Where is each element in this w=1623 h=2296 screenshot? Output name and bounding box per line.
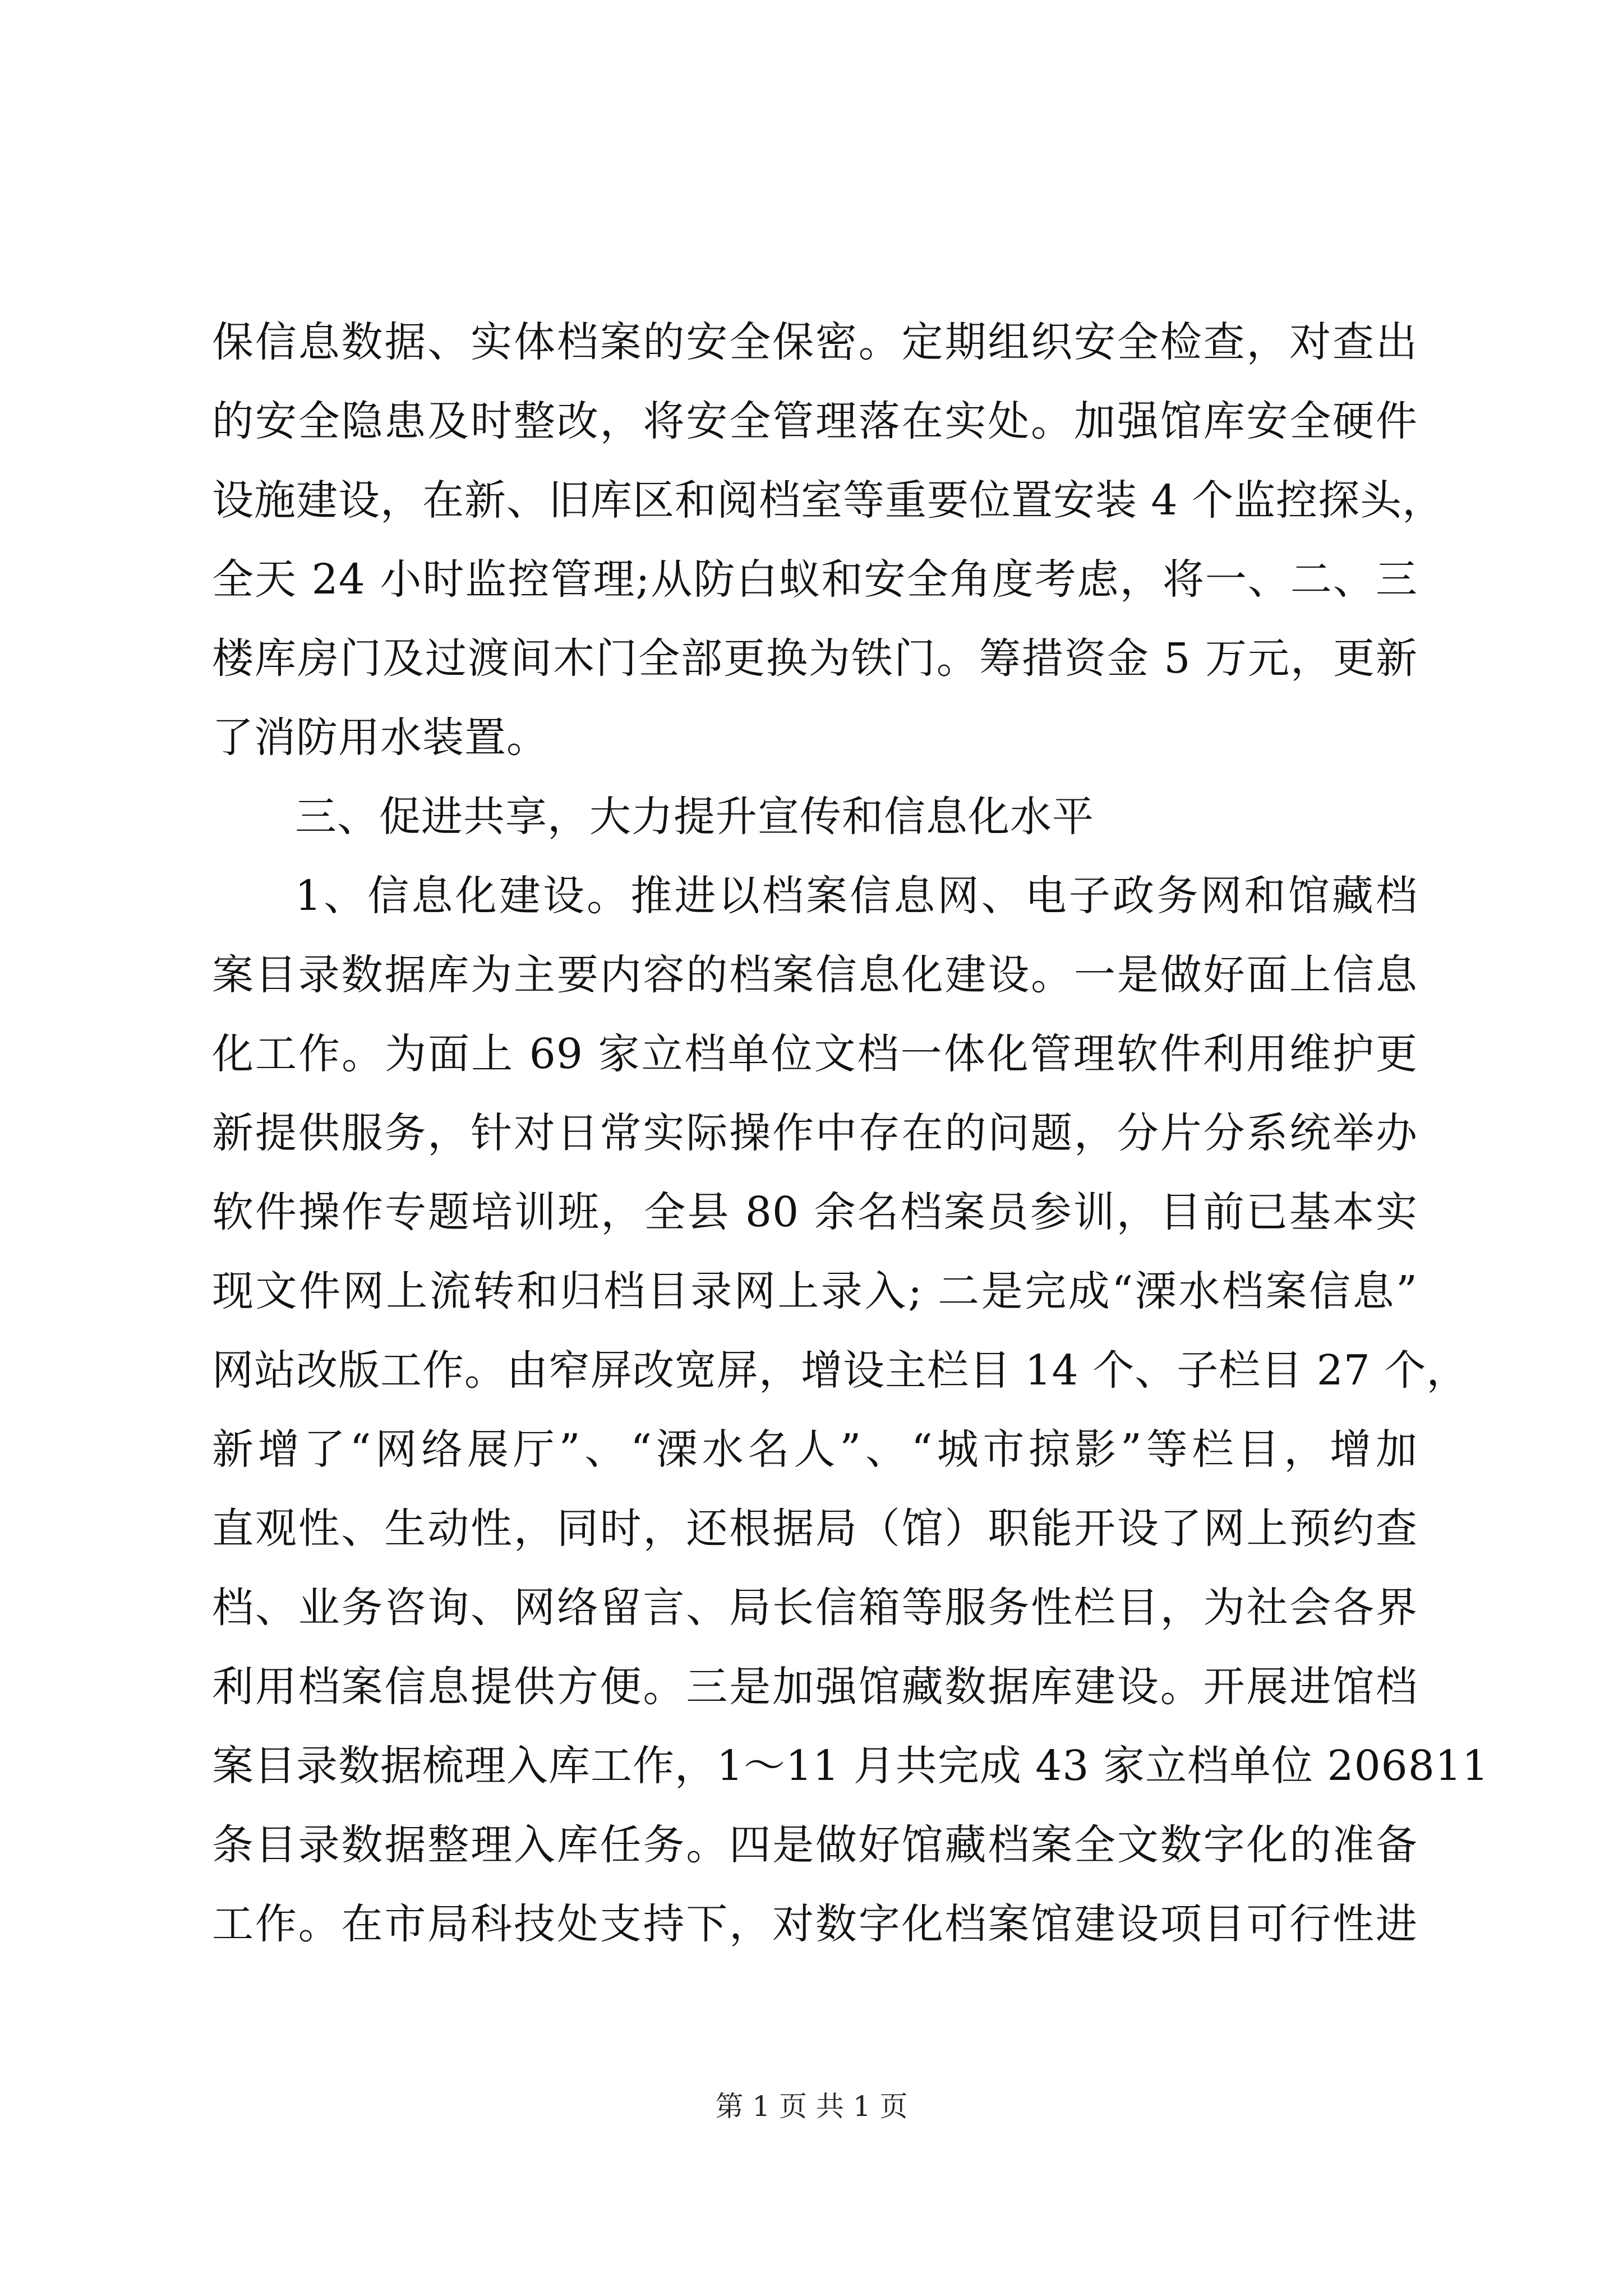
text-line: 新提供服务，针对日常实际操作中存在的问题，分片分系统举办 bbox=[212, 1109, 1418, 1157]
text-line: 档、业务咨询、网络留言、局长信箱等服务性栏目，为社会各界 bbox=[212, 1584, 1418, 1632]
page-footer bbox=[0, 2090, 1623, 2123]
text-line: 楼库房门及过渡间木门全部更换为铁门。筹措资金 5 万元，更新 bbox=[212, 634, 1418, 683]
section-heading: 三、促进共享，大力提升宣传和信息化水平 bbox=[295, 793, 1094, 841]
text-line: 化工作。为面上 69 家立档单位文档一体化管理软件利用维护更 bbox=[212, 1030, 1418, 1078]
text-line: 新增了“网络展厅”、“溧水名人”、“城市掠影”等栏目，增加 bbox=[212, 1425, 1418, 1474]
paragraph-first-line: 1、信息化建设。推进以档案信息网、电子政务网和馆藏档 bbox=[295, 872, 1418, 920]
text-line: 案目录数据梳理入库工作，1～11 月共完成 43 家立档单位 206811 bbox=[212, 1742, 1489, 1790]
text-line: 网站改版工作。由窄屏改宽屏，增设主栏目 14 个、子栏目 27 个， bbox=[212, 1346, 1469, 1395]
text-line: 的安全隐患及时整改，将安全管理落在实处。加强馆库安全硬件 bbox=[212, 397, 1418, 445]
text-line: 软件操作专题培训班，全县 80 余名档案员参训，目前已基本实 bbox=[212, 1188, 1418, 1236]
text-line: 利用档案信息提供方便。三是加强馆藏数据库建设。开展进馆档 bbox=[212, 1663, 1418, 1711]
page-number-label: 第 1 页 共 1 页 bbox=[715, 2090, 908, 2123]
text-line: 工作。在市局科技处支持下，对数字化档案馆建设项目可行性进 bbox=[212, 1900, 1418, 1948]
text-line: 设施建设，在新、旧库区和阅档室等重要位置安装 4 个监控探头， bbox=[212, 476, 1445, 524]
text-line: 全天 24 小时监控管理;从防白蚁和安全角度考虑，将一、二、三 bbox=[212, 555, 1418, 604]
text-line: 直观性、生动性，同时，还根据局（馆）职能开设了网上预约查 bbox=[212, 1504, 1418, 1553]
text-line: 案目录数据库为主要内容的档案信息化建设。一是做好面上信息 bbox=[212, 951, 1418, 999]
text-line: 了消防用水装置。 bbox=[212, 714, 548, 762]
text-line: 条目录数据整理入库任务。四是做好馆藏档案全文数字化的准备 bbox=[212, 1821, 1418, 1869]
text-line: 保信息数据、实体档案的安全保密。定期组织安全检查，对查出 bbox=[212, 318, 1418, 366]
text-line: 现文件网上流转和归档目录网上录入; 二是完成“溧水档案信息” bbox=[212, 1267, 1418, 1315]
document-body bbox=[212, 303, 1489, 1964]
